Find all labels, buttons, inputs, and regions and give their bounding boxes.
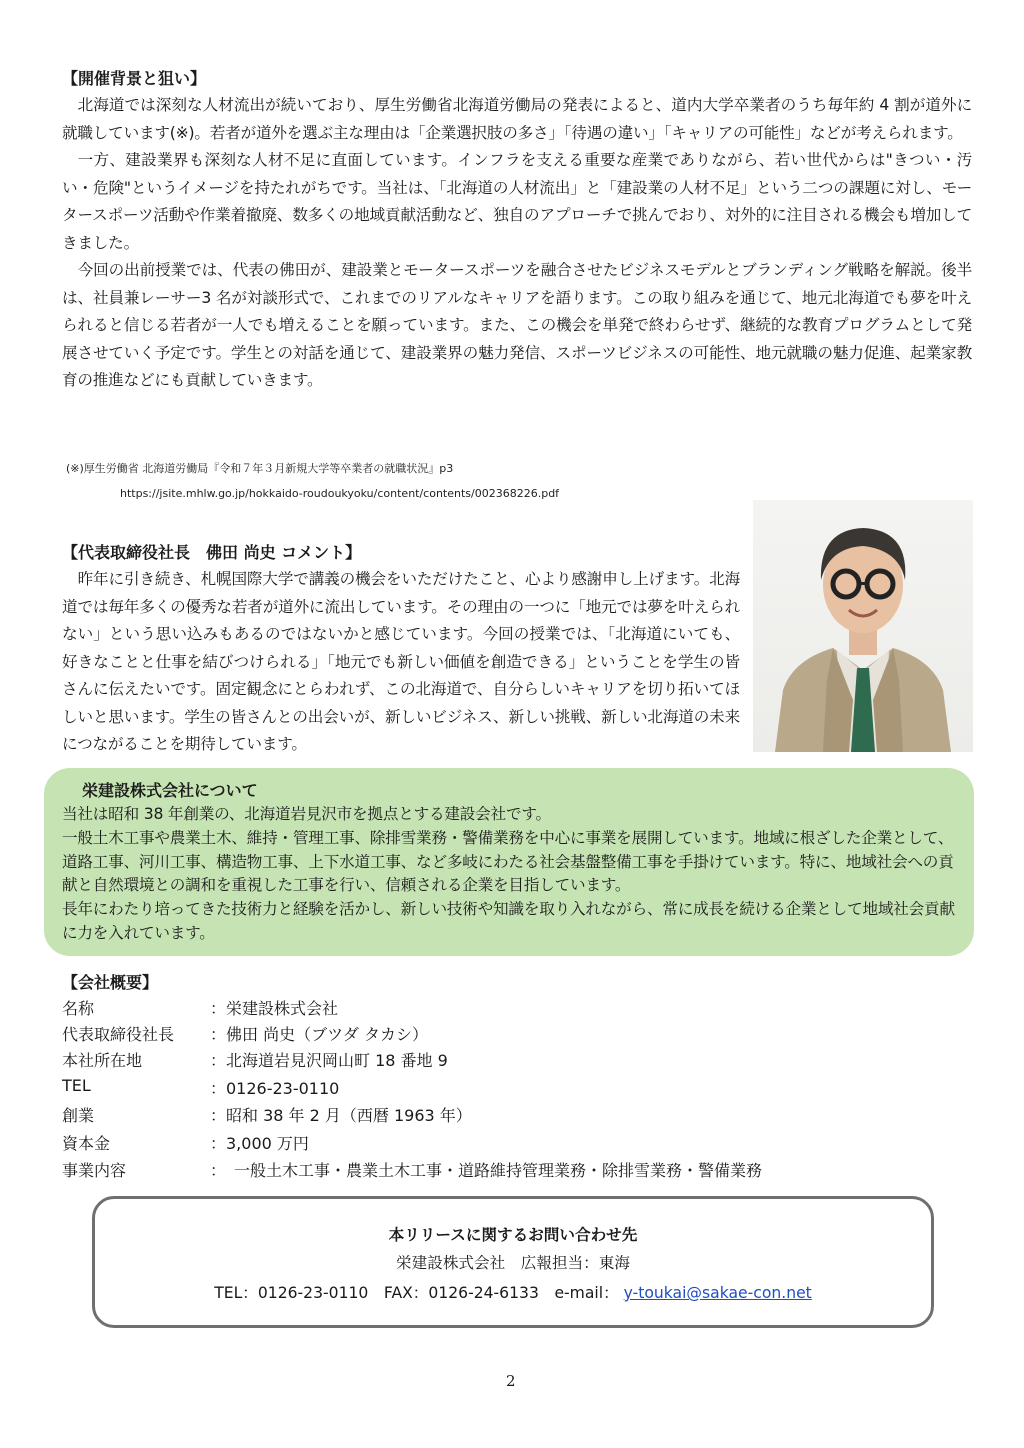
page-number: 2 xyxy=(506,1372,516,1390)
president-portrait-illustration xyxy=(753,500,973,752)
contact-box xyxy=(92,1196,934,1328)
president-photo xyxy=(753,500,973,752)
about-line-2: 一般土木工事や農業土木、維持・管理工事、除排雪業務・警備業務を中心に事業を展開しています。地域に根ざした企業として、道路工事、河川工事、構造物工事、上下水道工事、など多岐にわたる社会基盤整備工事を手掛けています。特に、地域社会への貢献と自然環境との調和を重視した工事を行い、信頼される企業を目指しています。 xyxy=(62,828,954,895)
comment-heading: 【代表取締役社長 佛田 尚史 コメント】 xyxy=(62,543,362,562)
overview-value: ：0126-23-0110 xyxy=(210,1079,340,1098)
background-paragraph-2: 一方、建設業界も深刻な人材不足に直面しています。インフラを支える重要な産業でありながら、若い世代からは"きつい・汚い・危険"というイメージを持たれがちです。当社は、「北海道の人材流出」と「建設業の人材不足」という二つの課題に対し、モータースポーツ活動や作業着撤廃、数多くの地域貢献活動など、独自のアプローチで挑んでおり、対外的に注目される機会も増加してきました。 xyxy=(62,151,972,252)
overview-key: 代表取締役社長 xyxy=(62,1025,175,1044)
background-paragraph-3: 今回の出前授業では、代表の佛田が、建設業とモータースポーツを融合させたビジネスモデルとブランディング戦略を解説。後半は、社員兼レーサー3 名が対談形式で、これまでのリアルなキャリアを語ります。この取り組みを通じて、地元北海道でも夢を叶えられると信じる若者が一人でも増えることを願っています。また、この機会を単発で終わらせず、継続的な教育プログラムとして発展させていく予定です。学生との対話を通じて、建設業界の魅力発信、スポーツビジネスの可能性、地元就職の魅力促進、起業家教育の推進などにも貢献していきます。 xyxy=(62,261,972,389)
contact-line xyxy=(95,1281,931,1303)
contact-email-link[interactable]: y-toukai@sakae-con.net xyxy=(623,1284,812,1302)
overview-key: TEL xyxy=(62,1076,91,1095)
contact-title: 本リリースに関するお問い合わせ先 xyxy=(388,1226,638,1244)
contact-org: 栄建設株式会社 広報担当：東海 xyxy=(396,1254,630,1272)
overview-value: ：北海道岩見沢岡山町 18 番地 9 xyxy=(210,1051,448,1070)
about-title: 栄建設株式会社について xyxy=(82,781,258,800)
overview-key: 事業内容 xyxy=(62,1161,127,1180)
footnote-text: (※)厚生労働省 北海道労働局『令和７年３月新規大学等卒業者の就職状況』p3 xyxy=(66,462,454,475)
background-body xyxy=(62,92,972,395)
overview-key: 資本金 xyxy=(62,1134,111,1153)
overview-value: ：栄建設株式会社 xyxy=(210,999,339,1018)
overview-value: ： 一般土木工事・農業土木工事・道路維持管理業務・除排雪業務・警備業務 xyxy=(210,1161,763,1180)
overview-key: 名称 xyxy=(62,999,95,1018)
about-body xyxy=(62,803,960,946)
overview-heading: 【会社概要】 xyxy=(62,973,159,992)
overview-key: 創業 xyxy=(62,1106,95,1125)
about-box xyxy=(44,768,974,956)
about-line-3: 長年にわたり培ってきた技術力と経験を活かし、新しい技術や知識を取り入れながら、常に成長を続ける企業として地域社会貢献に力を入れています。 xyxy=(62,900,955,942)
background-heading: 【開催背景と狙い】 xyxy=(62,69,207,88)
background-paragraph-1: 北海道では深刻な人材流出が続いており、厚生労働省北海道労働局の発表によると、道内大学卒業者のうち毎年約 4 割が道外に就職しています(※)。若者が道外を選ぶ主な理由は「企業選択肢の多さ」「待遇の違い」「キャリアの可能性」などが考えられます。 xyxy=(62,96,972,142)
about-line-1: 当社は昭和 38 年創業の、北海道岩見沢市を拠点とする建設会社です。 xyxy=(62,805,551,823)
comment-paragraph: 昨年に引き続き、札幌国際大学で講義の機会をいただけたこと、心より感謝申し上げます。北海道では毎年多くの優秀な若者が道外に流出しています。その理由の一つに「地元では夢を叶えられない」という思い込みもあるのではないかと感じています。今回の授業では、「北海道にいても、好きなことと仕事を結びつけられる」「地元でも新しい価値を創造できる」ということを学生の皆さんに伝えたいです。固定観念にとらわれず、この北海道で、自分らしいキャリアを切り拓いてほしいと思います。学生の皆さんとの出会いが、新しいビジネス、新しい挑戦、新しい北海道の未来につながることを期待しています。 xyxy=(62,570,740,753)
footnote-url[interactable]: https://jsite.mhlw.go.jp/hokkaido-roudoukyoku/content/contents/002368226.pdf xyxy=(120,487,560,500)
overview-key: 本社所在地 xyxy=(62,1051,143,1070)
comment-body xyxy=(62,566,740,759)
overview-table xyxy=(62,996,862,1196)
overview-value: ：佛田 尚史（ブツダ タカシ） xyxy=(210,1025,429,1044)
overview-value: ：3,000 万円 xyxy=(210,1134,309,1153)
contact-phones: TEL：0126-23-0110 FAX：0126-24-6133 e-mail： xyxy=(214,1284,619,1302)
overview-value: ：昭和 38 年 2 月（西暦 1963 年） xyxy=(210,1106,472,1125)
